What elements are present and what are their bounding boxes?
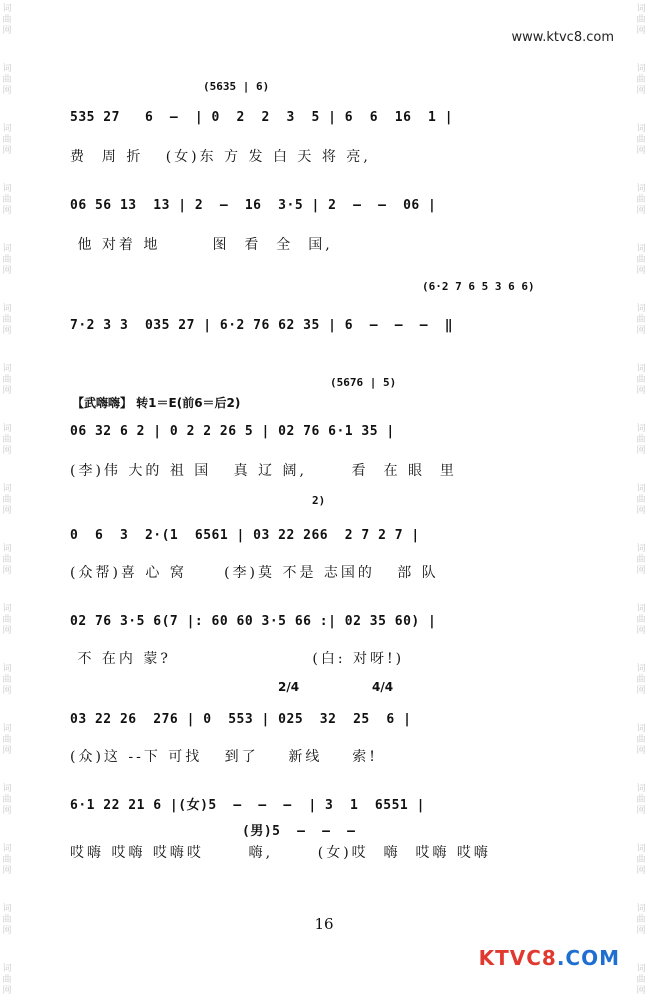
row8-notes: 6·1 22 21 6 |(女)5 — — — | 3 1 6551 | <box>70 798 425 813</box>
time-signature-4-4: 4/4 <box>372 680 394 694</box>
row8-second-part: (男)5 — — — <box>242 824 356 839</box>
row2-notes: 06 56 13 13 | 2 — 16 3·5 | 2 — — 06 | <box>70 198 437 213</box>
watermark-text: 词 曲 网 <box>2 784 12 816</box>
watermark-text: 词 曲 网 <box>636 304 646 336</box>
row7-notes: 03 22 26 276 | 0 553 | 025 32 25 6 | <box>70 712 412 727</box>
row2-lyrics: 他 对着 地 图 看 全 国, <box>70 237 333 253</box>
watermark-text: 词 曲 网 <box>636 604 646 636</box>
watermark-text: 词 曲 网 <box>636 964 646 996</box>
logo-part1: KTVC8 <box>478 946 557 970</box>
watermark-text: 词 曲 网 <box>636 244 646 276</box>
row5-lyrics: (众帮)喜 心 窝 (李)莫 不是 志国的 部 队 <box>70 565 439 581</box>
watermark-text: 词 曲 网 <box>2 184 12 216</box>
page-number: 16 <box>314 915 334 933</box>
logo-part2: .COM <box>556 946 620 970</box>
row1-intro-notes: (5635 | 6) <box>203 80 270 93</box>
watermark-text: 词 曲 网 <box>2 544 12 576</box>
watermark-text: 词 曲 网 <box>2 724 12 756</box>
watermark-text: 词 曲 网 <box>636 664 646 696</box>
ktvc8-logo <box>479 946 620 970</box>
row5-above: 2) <box>312 494 326 507</box>
watermark-text: 词 曲 网 <box>2 424 12 456</box>
watermark-text: 词 曲 网 <box>636 724 646 756</box>
watermark-text: 词 曲 网 <box>2 664 12 696</box>
time-signature-2-4: 2/4 <box>278 680 300 694</box>
row1-notes: 535 27 6 — | 0 2 2 3 5 | 6 6 16 1 | <box>70 110 454 125</box>
section-intro-notes: (5676 | 5) <box>330 376 397 389</box>
row6-notes: 02 76 3·5 6(7 |: 60 60 3·5 66 :| 02 35 60) | <box>70 614 437 629</box>
row4-notes: 06 32 6 2 | 0 2 2 26 5 | 02 76 6·1 35 | <box>70 424 395 439</box>
watermark-text: 词 曲 网 <box>2 904 12 936</box>
watermark-text: 词 曲 网 <box>636 424 646 456</box>
watermark-text: 词 曲 网 <box>636 484 646 516</box>
watermark-text: 词 曲 网 <box>636 844 646 876</box>
watermark-text: 词 曲 网 <box>2 964 12 996</box>
watermark-text: 词 曲 网 <box>2 364 12 396</box>
watermark-text: 词 曲 网 <box>2 604 12 636</box>
row5-notes: 0 6 3 2·(1 6561 | 03 22 266 2 7 2 7 | <box>70 528 420 543</box>
watermark-text: 词 曲 网 <box>2 484 12 516</box>
watermark-text: 词 曲 网 <box>2 124 12 156</box>
watermark-text: 词 曲 网 <box>636 544 646 576</box>
row4-lyrics: (李)伟 大的 祖 国 真 辽 阔, 看 在 眼 里 <box>70 463 457 479</box>
row3-notes: 7·2 3 3 035 27 | 6·2 76 62 35 | 6 — — — ‖ <box>70 318 454 333</box>
row6-lyrics: 不 在内 蒙? (白: 对呀!) <box>70 651 405 667</box>
watermark-text: 词 曲 网 <box>2 844 12 876</box>
row1-lyrics: 费 周 折 (女)东 方 发 白 天 将 亮, <box>70 149 371 165</box>
watermark-text: 词 曲 网 <box>636 184 646 216</box>
right-watermark-strip <box>634 0 648 995</box>
row7-lyrics: (众)这 --下 可找 到了 新线 索! <box>70 749 378 765</box>
row8-lyrics: 哎嗨 哎嗨 哎嗨哎 嗨, (女)哎 嗨 哎嗨 哎嗨 <box>70 845 491 861</box>
watermark-text: 词 曲 网 <box>636 124 646 156</box>
watermark-text: 词 曲 网 <box>2 244 12 276</box>
row3-intro-notes: (6·2 7 6 5 3 6 6) <box>422 280 535 293</box>
watermark-text: 词 曲 网 <box>636 364 646 396</box>
watermark-text: 词 曲 网 <box>636 784 646 816</box>
watermark-text: 词 曲 网 <box>2 64 12 96</box>
left-watermark-strip <box>0 0 14 995</box>
watermark-text: 词 曲 网 <box>636 64 646 96</box>
watermark-text: 词 曲 网 <box>2 304 12 336</box>
watermark-text: 词 曲 网 <box>2 4 12 36</box>
watermark-text: 词 曲 网 <box>636 4 646 36</box>
section-title: 【武嗨嗨】 转1＝E(前6＝后2) <box>72 396 241 410</box>
watermark-text: 词 曲 网 <box>636 904 646 936</box>
site-url: www.ktvc8.com <box>511 30 614 45</box>
